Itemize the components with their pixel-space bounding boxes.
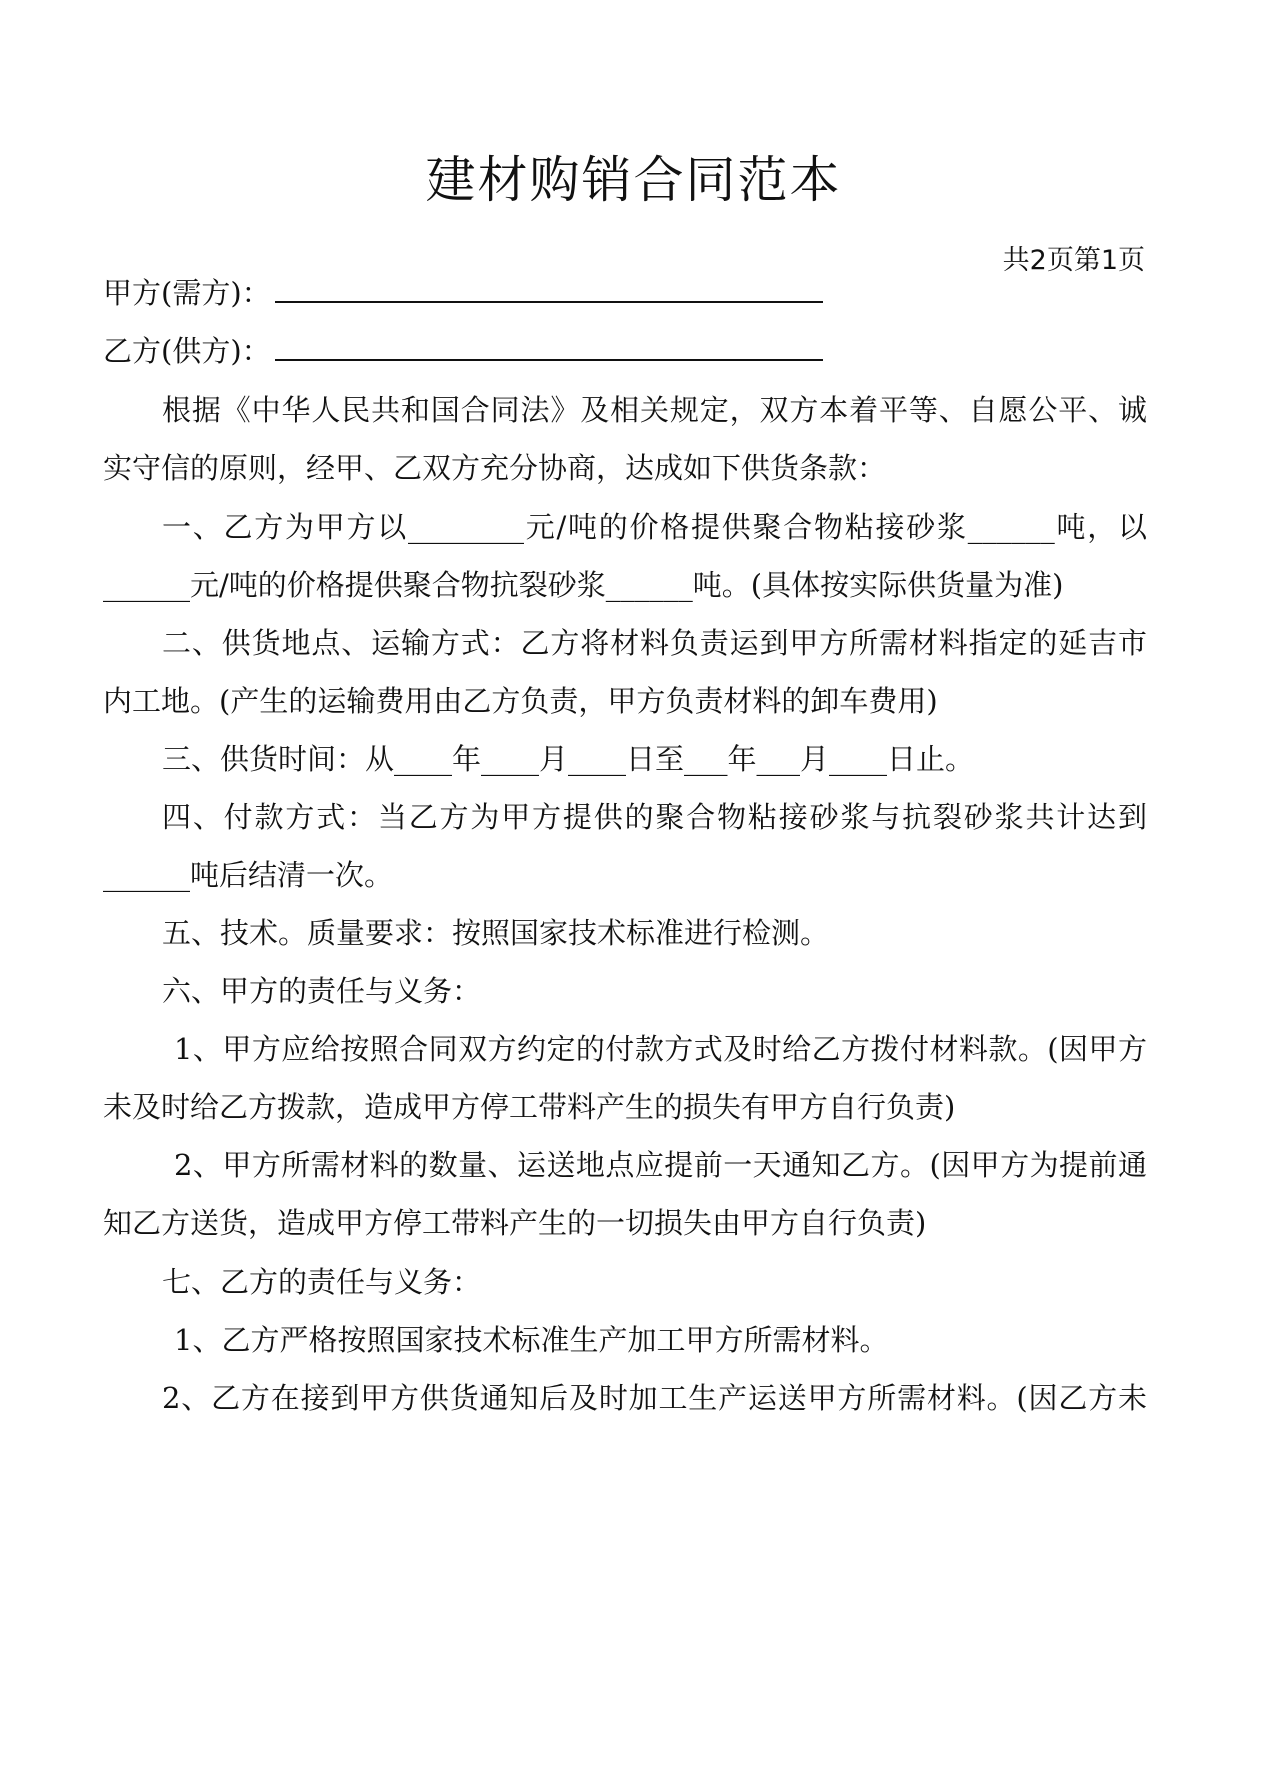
paragraph-line: 实守信的原则，经甲、乙双方充分协商，达成如下供货条款： [103,451,887,485]
clause-4-line: ______吨后结清一次。 [103,858,394,892]
clause-2-line: 内工地。(产生的运输费用由乙方负责，甲方负责材料的卸车费用) [103,684,938,718]
party-b-field [103,331,823,371]
paragraph-line: 根据《中华人民共和国合同法》及相关规定，双方本着平等、自愿公平、诚 [162,393,1147,427]
document-title: 建材购销合同范本 [425,151,842,209]
party-a-label: 甲方(需方)： [103,276,271,310]
clause-3-line: 三、供货时间：从____年____月____日至___年___月____日止。 [162,742,975,776]
clause-5-line: 五、技术。质量要求：按照国家技术标准进行检测。 [162,916,830,950]
clause-7-heading: 七、乙方的责任与义务： [162,1265,482,1299]
party-b-blank-line [275,335,823,361]
clause-1-line: ______元/吨的价格提供聚合物抗裂砂浆______吨。(具体按实际供货量为准) [103,568,1064,602]
clause-2-line: 二、供货地点、运输方式：乙方将材料负责运到甲方所需材料指定的延吉市 [162,626,1147,660]
party-b-duty-1-line: 1、乙方严格按照国家技术标准生产加工甲方所需材料。 [174,1323,889,1357]
party-a-field [103,273,823,313]
party-a-duty-2-line: 2、甲方所需材料的数量、运送地点应提前一天通知乙方。(因甲方为提前通 [174,1148,1147,1182]
party-b-duty-2-line: 2、乙方在接到甲方供货通知后及时加工生产运送甲方所需材料。(因乙方未 [162,1381,1147,1415]
clause-4-line: 四、付款方式：当乙方为甲方提供的聚合物粘接砂浆与抗裂砂浆共计达到 [162,800,1147,834]
party-a-duty-1-line: 未及时给乙方拨款，造成甲方停工带料产生的损失有甲方自行负责) [103,1090,956,1124]
clause-6-heading: 六、甲方的责任与义务： [162,974,482,1008]
party-a-duty-2-line: 知乙方送货，造成甲方停工带料产生的一切损失由甲方自行负责) [103,1206,927,1240]
party-b-label: 乙方(供方)： [103,334,271,368]
clause-1-line: 一、乙方为甲方以________元/吨的价格提供聚合物粘接砂浆______吨，以 [162,510,1147,544]
party-a-blank-line [275,277,823,303]
page-count: 共2页第1页 [1002,245,1145,276]
party-a-duty-1-line: 1、甲方应给按照合同双方约定的付款方式及时给乙方拨付材料款。(因甲方 [174,1032,1147,1066]
